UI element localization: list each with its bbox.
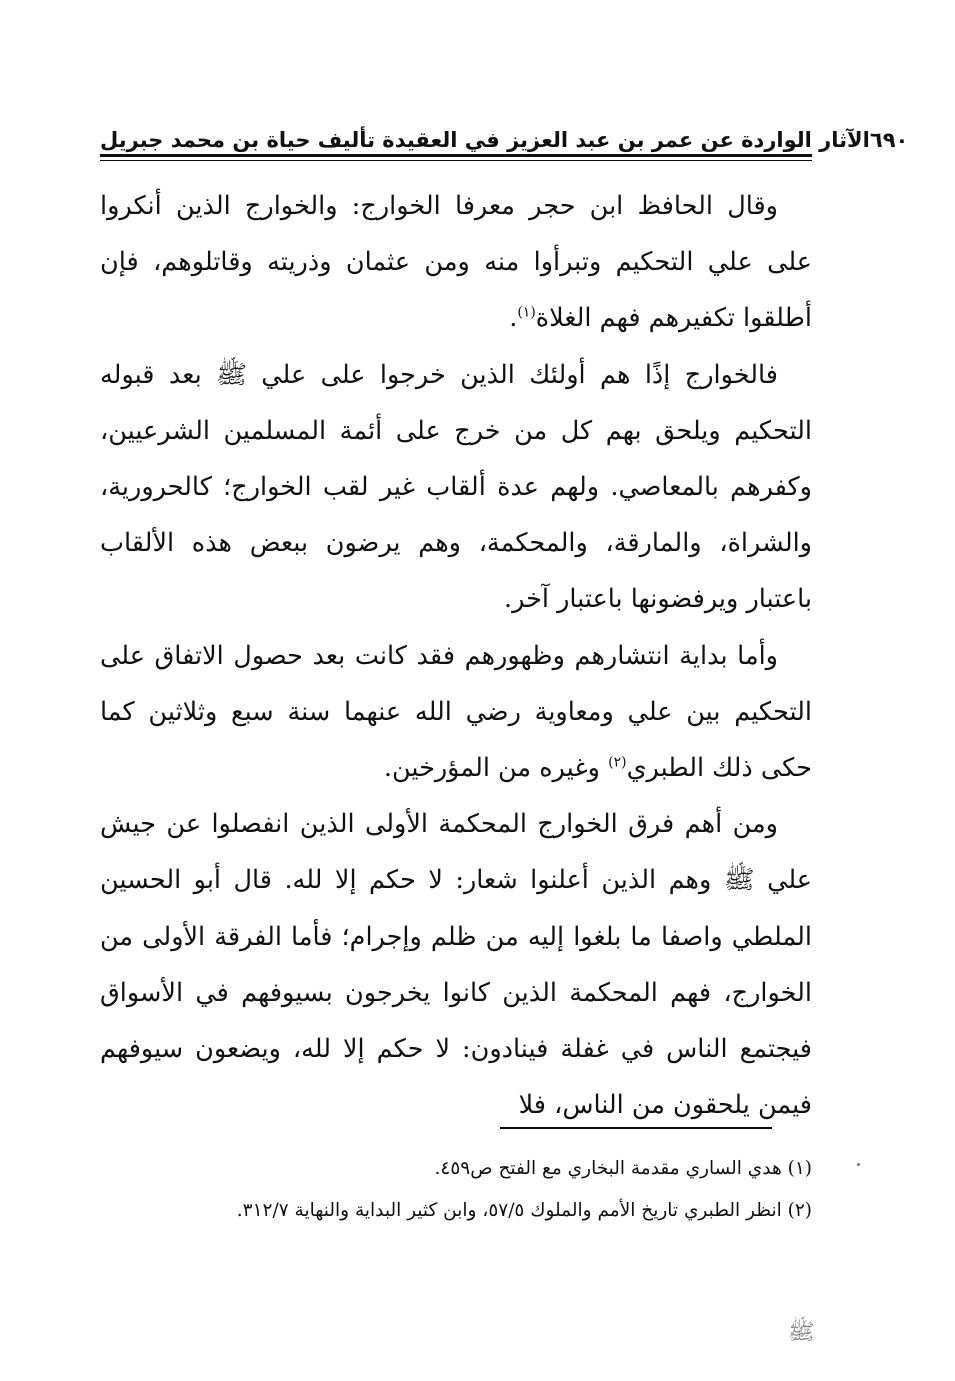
paragraph-3-text: وأما بداية انتشارهم وظهورهم فقد كانت بعد حصول الاتفاق على التحكيم بين علي ومعاوية رضي الله عنهما سنة سبع وثلاثين كما حكى ذلك الطبري bbox=[100, 640, 812, 784]
paragraph-1-text: وقال الحافظ ابن حجر معرفا الخوارج: والخوارج الذين أنكروا على علي التحكيم وتبرأوا منه ومن عثمان وذريته وقاتلوهم، فإن أطلقوا تكفيرهم فهم الغلاة bbox=[100, 191, 812, 334]
paragraph-1-tail: . bbox=[509, 303, 518, 334]
footnotes bbox=[120, 1148, 812, 1232]
footnote-separator bbox=[500, 1127, 772, 1129]
page-number: ٦٩٠ bbox=[869, 128, 909, 152]
footnote-ref-1[interactable]: (١) bbox=[517, 304, 536, 321]
footnote-ref-2[interactable]: (٢) bbox=[608, 754, 627, 771]
footnote-2: (٢) انظر الطبري تاريخ الأمم والملوك ٥٧/٥، وابن كثير البداية والنهاية ٣١٢/٧. bbox=[236, 1200, 812, 1221]
page-corner-mark: ﷺ bbox=[788, 1320, 815, 1345]
header-rule-thin bbox=[100, 160, 812, 161]
paragraph-3 bbox=[100, 628, 812, 797]
paragraph-1 bbox=[100, 178, 812, 347]
running-header bbox=[100, 112, 909, 152]
header-rule-thick bbox=[100, 154, 812, 157]
main-text bbox=[100, 178, 812, 1133]
footnote-1: (١) هدي الساري مقدمة البخاري مع الفتح ص٤٥٩. bbox=[434, 1158, 812, 1179]
paragraph-3-tail: وغيره من المؤرخين. bbox=[383, 753, 609, 784]
header-title: الآثار الواردة عن عمر بن عبد العزيز في العقيدة تأليف حياة بن محمد جبريل bbox=[100, 128, 870, 152]
paragraph-4: ومن أهم فرق الخوارج المحكمة الأولى الذين انفصلوا عن جيش علي ﷺ وهم الذين أعلنوا شعار: لا حكم إلا لله. قال أبو الحسين الملطي واصفا ما بلغوا إليه من ظلم وإجرام؛ فأما الفرقة الأولى من الخوارج، فهم المحكمة الذين كانوا يخرجون بسيوفهم في الأسواق فيجتمع الناس في غفلة فينادون: لا حكم إلا لله، ويضعون سيوفهم فيمن يلحقون من الناس، فلا bbox=[100, 809, 812, 1121]
paragraph-2: فالخوارج إذًا هم أولئك الذين خرجوا على علي ﷺ بعد قبوله التحكيم ويلحق بهم كل من خرج على أئمة المسلمين الشرعيين، وكفرهم بالمعاصي. ولهم عدة ألقاب غير لقب الخوارج؛ كالحرورية، والشراة، والمارقة، والمحكمة، وهم يرضون ببعض هذه الألقاب باعتبار ويرفضونها باعتبار آخر. bbox=[100, 359, 812, 615]
scan-speck bbox=[857, 1163, 860, 1166]
